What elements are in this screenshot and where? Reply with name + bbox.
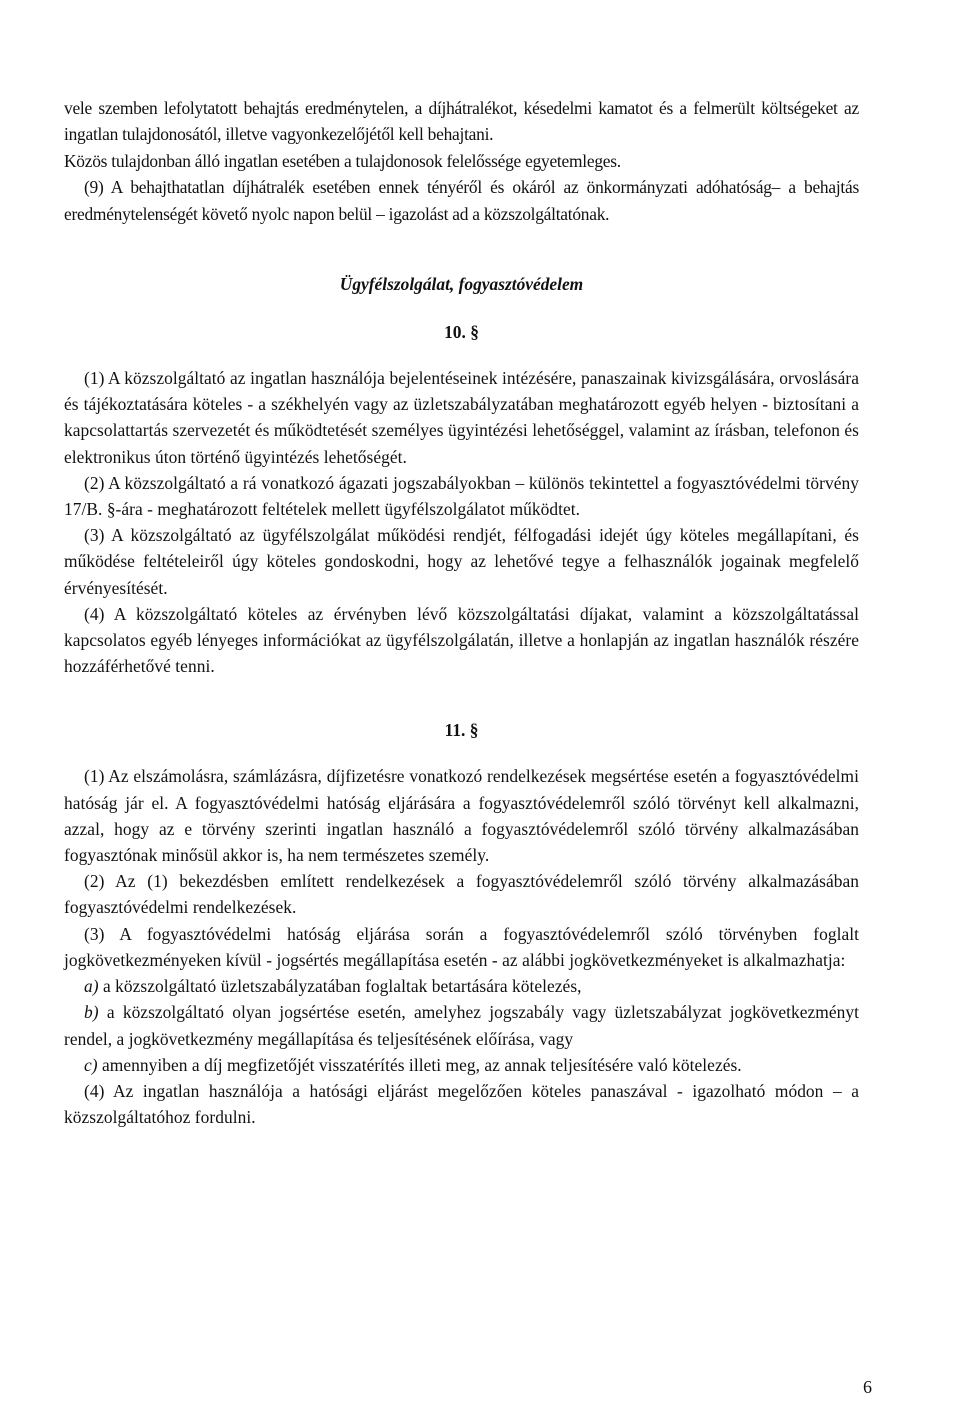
section-10-body [64, 365, 859, 679]
s10-paragraph-3: (3) A közszolgáltató az ügyfélszolgálat működési rendjét, félfogadási idejét úgy köteles megállapítani, és működése feltételeiről úgy köteles gondoskodni, hogy az lehetővé tegye a felhasználók jogainak megfelelő érvényesítését. [64, 525, 859, 598]
section-11-body [64, 763, 859, 1130]
s11-paragraph-3: (3) A fogyasztóvédelmi hatóság eljárása során a fogyasztóvédelemről szóló törvényben foglalt jogkövetkezményeken kívül - jogsértés megállapítása esetén - az alábbi jogkövetkezményeket is alkalmazhatja: [64, 923, 859, 970]
s10-paragraph-2: (2) A közszolgáltató a rá vonatkozó ágazati jogszabályokban – különös tekintettel a fogyasztóvédelmi törvény 17/B. §-ára - meghatározott feltételek mellett ügyfélszolgálatot működtet. [64, 472, 859, 520]
s11-paragraph-1: (1) Az elszámolásra, számlázásra, díjfizetésre vonatkozó rendelkezések megsértése esetén a fogyasztóvédelmi hatóság jár el. A fogyasztóvédelmi hatóság eljárására a fogyasztóvédelemről szóló törvényt kell alkalmazni, azzal, hogy az e törvény szerinti ingatlan használó a fogyasztóvédelemről szóló törvény alkalmazásában fogyasztónak minősül akkor is, ha nem természetes személy. [64, 766, 859, 866]
s11-item-b [64, 999, 859, 1051]
s10-paragraph-4: (4) A közszolgáltató köteles az érvényben lévő közszolgáltatási díjakat, valamint a közszolgáltatással kapcsolatos egyéb lényeges információkat az ügyfélszolgálatán, illetve a honlapján az ingatlan használók részére hozzáférhetővé tenni. [64, 603, 859, 677]
s10-paragraph-1: (1) A közszolgáltató az ingatlan használója bejelentéseinek intézésére, panaszainak kivizsgálására, orvoslására és tájékoztatására köteles - a székhelyén vagy az üzletszabályzatában meghatározott egyéb helyen - biztosítani a kapcsolattartás szervezetét és működtetését személyes ügyintézési lehetőséggel, valamint az írásban, telefonon és elektronikus úton történő ügyintézés lehetőségét. [64, 368, 859, 467]
page-number: 6 [863, 1377, 872, 1397]
item-letter-a: a) [84, 976, 99, 997]
section-10-number: 10. § [444, 322, 479, 343]
item-text-c: amennyiben a díj megfizetőjét visszatérítés illeti meg, az annak teljesítésére való kötelezés. [97, 1054, 742, 1075]
item-letter-c: c) [84, 1054, 98, 1075]
s11-paragraph-2: (2) Az (1) bekezdésben említett rendelkezések a fogyasztóvédelemről szóló törvény alkalmazásában fogyasztóvédelmi rendelkezések. [64, 871, 859, 918]
section-11-number: 11. § [444, 720, 479, 741]
document-page [64, 95, 859, 1130]
section-title: Ügyfélszolgálat, fogyasztóvédelem [339, 274, 584, 295]
intro-text [64, 95, 859, 227]
s11-item-c [64, 1052, 859, 1078]
paragraph-9: (9) A behajthatatlan díjhátralék esetében ennek tényéről és okáról az önkormányzati adóhatóság– a behajtás eredménytelenségét követő nyolc napon belül – igazolást ad a közszolgáltatónak. [64, 177, 859, 224]
item-text-b: a közszolgáltató olyan jogsértése esetén, amelyhez jogszabály vagy üzletszabályzat jogkövetkezményt rendel, a jogkövetkezmény megállapítása és teljesítésének előírása, vagy [64, 1002, 859, 1049]
intro-line-2: Közös tulajdonban álló ingatlan esetében a tulajdonosok felelőssége egyetemleges. [64, 150, 621, 171]
item-letter-b: b) [84, 1002, 99, 1023]
intro-line-1: vele szemben lefolytatott behajtás eredménytelen, a díjhátralékot, késedelmi kamatot és a felmerült költségeket az ingatlan tulajdonosától, illetve vagyonkezelőjétől kell behajtani. [64, 98, 859, 145]
s11-paragraph-4: (4) Az ingatlan használója a hatósági eljárást megelőzően köteles panaszával - igazolható módon – a közszolgáltatóhoz fordulni. [64, 1080, 859, 1128]
item-text-a: a közszolgáltató üzletszabályzatában foglaltak betartására kötelezés, [98, 976, 582, 997]
s11-item-a [64, 973, 859, 999]
